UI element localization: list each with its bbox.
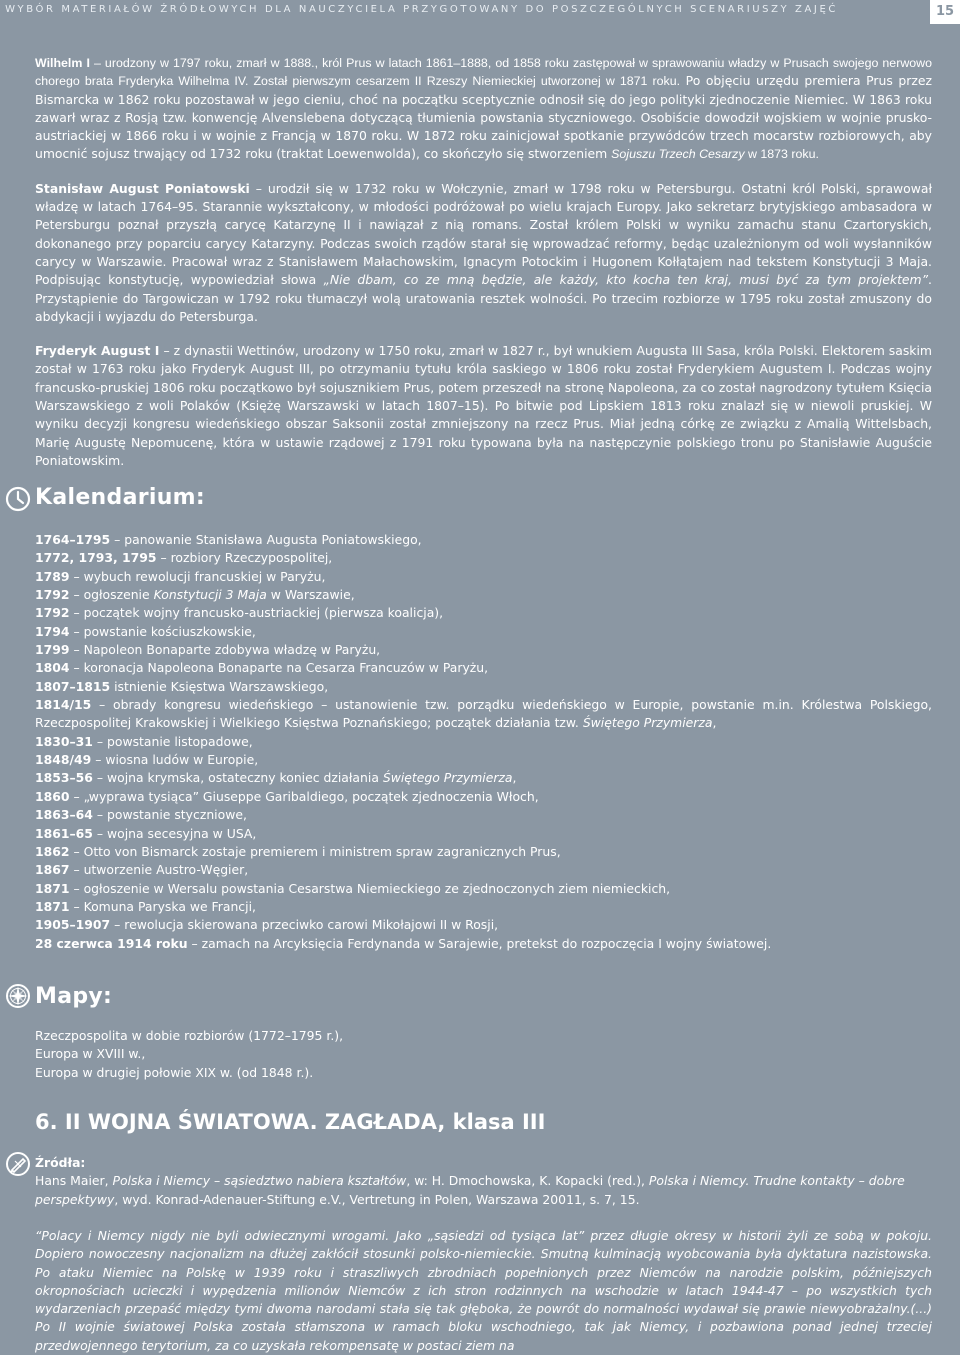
map-item: Rzeczpospolita w dobie rozbiorów (1772–1795 r.),	[35, 1028, 344, 1043]
calendar-text: – zamach na Arcyksięcia Ferdynanda w Sarajewie, pretekst do rozpoczęcia I wojny światowej.	[187, 935, 772, 951]
calendar-text: – wiosna ludów w Europie,	[91, 752, 259, 768]
calendar-date: 1804	[35, 660, 70, 676]
source-entry	[35, 1172, 932, 1209]
calendar-text-after: ,	[512, 770, 517, 786]
calendar-text: – obrady kongresu wiedeńskiego – ustanowienie tzw. porządku wiedeńskiego w Europie, powstanie m.in. Królestwa Polskiego, Rzeczpospolitej Krakowskiej i Wielkiego Księstwa Poznańskiego; początek działania tzw.	[35, 697, 932, 731]
calendar-item	[35, 586, 932, 604]
calendar-item	[35, 623, 932, 641]
calendar-italic: Świętego Przymierza	[582, 715, 713, 731]
calendar-item	[35, 935, 932, 953]
quill-pen-icon	[5, 1151, 31, 1177]
calendar-date: 1764–1795	[35, 532, 111, 547]
calendar-date: 1848/49	[35, 752, 92, 768]
calendar-date: 1853–56	[35, 770, 93, 786]
clock-icon	[5, 486, 31, 512]
bio-name: Wilhelm I	[35, 56, 90, 70]
calendar-text: – powstanie styczniowe,	[92, 807, 247, 823]
calendar-text: – początek wojny francusko-austriackiej (pierwsza koalicja),	[69, 605, 444, 621]
bio-text: Po objęciu urzędu premiera Prus przez Bismarcka w 1862 roku pozostawał w jego cieniu, choć na początku sceptycznie odnosił się do jego polityki zjednoczenie Niemiec. W 1863 roku zawarł wraz z Rosją tzw. konwencję Alvenslebena dotyczącą tłumienia powstania styczniowego. Osobiście dowodził wojskiem w wojnie prusko-austriackiej w 1866 roku i w wojnie z Francją w 1870 roku. W 1872 roku zainicjował spotkanie przywódców trzech mocarstw rozbiorowych, aby umocnić sojusz trwający od 1732 roku (traktat Loewenwolda), co skończyło się stworzeniem	[35, 73, 932, 162]
calendar-item	[35, 733, 932, 751]
calendar-item	[35, 880, 932, 898]
calendar-item	[35, 531, 932, 549]
page-header	[0, 0, 960, 24]
calendar-date: 1792	[35, 605, 70, 621]
calendar-item	[35, 604, 932, 622]
calendar-date: 1862	[35, 843, 70, 859]
calendar-text: – wojna krymska, ostateczny koniec działania	[92, 770, 383, 786]
calendar-text: – utworzenie Austro-Węgier,	[69, 862, 249, 878]
section-6-title: 6. II WOJNA ŚWIATOWA. ZAGŁADA, klasa III	[35, 1110, 546, 1134]
calendar-item	[35, 641, 932, 659]
calendar-item	[35, 751, 932, 769]
calendar-date: 1830–31	[35, 733, 93, 749]
source-quote: “Polacy i Niemcy nigdy nie byli odwiecznymi wrogami. Jako „sąsiedzi od tysiąca lat” przez długie okresy w historii żyli ze sobą w pokoju. Dopiero nowoczesny nacjonalizm na dłużej zakłócił stosunki polsko-niemieckie. Smutną kulminacją wyobcowania była dyktatura nazistowska. Po ataku Niemiec na Polskę w 1939 roku i straszliwych zbrodniach popełnionych przez Niemców na narodzie polskim, późniejszych okropnościach ucieczki i wypędzenia milionów Niemców z ich stron rodzinnych na wschodzie w latach 1944-47 – po wszystkich tych wydarzeniach przepaść między tymi dwoma narodami stała się tak głęboka, że powrót do normalności wydawał się prawie niewyobrażalny.(...) Po II wojnie światowej Polska została stłamszona w ramach bloku wschodniego, tak jak Niemcy, i pozbawiona ponad jednej trzeciej przedwojennego terytorium, za co uzyskała rekompensatę w postaci ziem na	[35, 1228, 932, 1353]
calendar-item	[35, 678, 932, 696]
calendar-item	[35, 659, 932, 677]
source-author: Hans Maier,	[35, 1173, 113, 1189]
calendar-date: 1789	[35, 568, 70, 584]
bio-name: Fryderyk August I	[35, 343, 160, 359]
bio-quote: „Nie dbam, co ze mną będzie, ale każdy, kto kocha ten kraj, musi być za tym projektem”	[323, 272, 929, 288]
calendar-text: – ogłoszenie	[69, 587, 154, 603]
calendar-text: – wojna secesyjna w USA,	[92, 825, 257, 841]
calendar-text: – panowanie Stanisława Augusta Poniatowskiego,	[110, 532, 422, 547]
calendar-date: 1814/15	[35, 697, 92, 713]
calendar-text: – Komuna Paryska we Francji,	[69, 898, 256, 914]
calendar-date: 1807–1815	[35, 678, 111, 694]
calendar-date: 1867	[35, 862, 70, 878]
calendar-text: – koronacja Napoleona Bonaparte na Cesarza Francuzów w Paryżu,	[69, 660, 489, 676]
page-number: 15	[930, 0, 960, 24]
source-title: Polska i Niemcy – sąsiedztwo nabiera kształtów	[112, 1173, 407, 1189]
calendar-text: – Napoleon Bonaparte zdobywa władzę w Paryżu,	[69, 642, 381, 658]
calendar-item	[35, 568, 932, 586]
map-item: Europa w XVIII w.,	[35, 1046, 146, 1062]
bio-fryderyk	[35, 342, 932, 470]
calendar-list	[35, 531, 932, 953]
bio-text: – urodzony w 1797 roku, zmarł w 1888., król Prus w latach 1861–1888, od 1858 roku zastępował w sprawowaniu władzy w Prusach swojego nerwowo chorego brata Fryderyka Wilhelma IV. Został pierwszym cesarzem II Rzeszy Niemieckiej utworzonej w 1871 roku.	[35, 56, 933, 89]
calendar-item	[35, 696, 932, 733]
bio-text: w 1873 roku.	[744, 147, 819, 162]
bio-stanislaw	[35, 180, 932, 326]
calendar-item	[35, 861, 932, 879]
bio-text: – urodził się w 1732 roku w Wołczynie, zmarł w 1798 roku w Petersburgu. Ostatni król Polski, sprawował władzę w latach 1764–95. Starannie wykształcony, w młodości podróżował po wielu krajach Europy. Jako sekretarz brytyjskiego ambasadora w Petersburgu poznał przyszłą carycę Katarzynę II i nawiązał z nią romans. Został królem Polski w wyniku zamachu stanu Czartoryskich, dokonanego przy poparciu carycy Katarzyny. Podczas swoich rządów starał się wprowadzać reformy, będąc uzależnionym od woli wysłanników carycy w Warszawie. Pracował wraz z Stanisławem Małachowskim, Ignacym Potockim i Hugonem Kołłątajem nad tekstem Konstytucji 3 Maja. Podpisując konstytucję, wypowiedział słowa	[35, 180, 932, 288]
calendar-date: 1861–65	[35, 825, 93, 841]
calendar-item	[35, 843, 932, 861]
biographies	[35, 54, 932, 470]
calendar-text: – Otto von Bismarck zostaje premierem i ministrem spraw zagranicznych Prus,	[69, 843, 561, 859]
calendar-text-after: ,	[712, 715, 717, 731]
calendar-text: – „wyprawa tysiąca” Giuseppe Garibaldiego, początek zjednoczenia Włoch,	[69, 788, 539, 804]
calendar-item	[35, 916, 932, 934]
source-book: Polska i Niemcy. Trudne kontakty – dobre perspektywy	[35, 1173, 905, 1207]
header-title: WYBÓR MATERIAŁÓW ŹRÓDŁOWYCH DLA NAUCZYCIELA PRZYGOTOWANY DO POSZCZEGÓLNYCH SCENARIUSZY ZAJĘĆ	[5, 4, 838, 15]
calendar-text: – ogłoszenie w Wersalu powstania Cesarstwa Niemieckiego ze zjednoczonych ziem niemieckich,	[69, 880, 671, 896]
sources	[35, 1154, 932, 1209]
calendar-date: 28 czerwca 1914 roku	[35, 935, 188, 951]
bio-name: Stanisław August Poniatowski	[35, 180, 250, 196]
bio-text: – z dynastii Wettinów, urodzony w 1750 roku, zmarł w 1827 r., był wnukiem Augusta III Sasa, króla Polski. Elektorem saskim został w 1763 roku jako Fryderyk August III, po otrzymaniu tytułu króla saskiego w 1806 roku został Fryderykiem Augustem I. Podczas wojny francusko-pruskiej 1806 roku początkowo był sojusznikiem Prus, potem przeszedł na stronę Napoleona, za co został nagrodzony tytułem Księcia Warszawskiego z woli Polaków (Księżę Warszawski w latach 1807–15). Po bitwie pod Lipskiem 1813 roku znalazł się w niewoli pruskiej. W wyniku decyzji kongresu wiedeńskiego obszar Saksonii został zmniejszony na rzecz Prus. Miał jedną córkę ze związku z Amalią Wittelsbach, Marię Augustę Nepomucenę, która w ustawie rządowej z 1791 roku typowana była na następczynie polskiego tronu po Stanisławie Auguście Poniatowskim.	[35, 343, 932, 468]
bio-wilhelm	[35, 54, 932, 164]
calendar-text: istnienie Księstwa Warszawskiego,	[110, 678, 329, 694]
calendar-text: – powstanie listopadowe,	[92, 733, 253, 749]
source-text: , wyd. Konrad-Adenauer-Stiftung e.V., Vertretung in Polen, Warszawa 20011, s. 7, 15.	[114, 1191, 640, 1207]
calendar-item	[35, 825, 932, 843]
calendar-item	[35, 549, 932, 567]
maps-list	[35, 1027, 932, 1082]
calendar-text: – wybuch rewolucji francuskiej w Paryżu,	[69, 568, 326, 584]
calendar-date: 1860	[35, 788, 70, 804]
calendar-date: 1799	[35, 642, 70, 658]
calendar-text: – powstanie kościuszkowskie,	[69, 623, 256, 639]
calendar-item	[35, 898, 932, 916]
calendar-italic: Świętego Przymierza	[382, 770, 513, 786]
calendar-date: 1772, 1793, 1795	[35, 550, 157, 566]
calendar-date: 1863–64	[35, 807, 93, 823]
calendar-date: 1871	[35, 898, 70, 914]
bio-italic: Sojuszu Trzech Cesarzy	[611, 147, 745, 162]
calendar-item	[35, 769, 932, 787]
calendar-text-after: w Warszawie,	[266, 587, 355, 603]
calendar-item	[35, 806, 932, 824]
map-item: Europa w drugiej połowie XIX w. (od 1848 r.).	[35, 1064, 314, 1080]
bio-text: . Przystąpienie do Targowiczan w 1792 roku tłumaczył wolą uratowania resztek wolności. Po trzecim rozbiorze w 1795 roku został zmuszony do abdykacji i wyjazdu do Petersburga.	[35, 272, 932, 324]
compass-rose-icon	[5, 983, 31, 1009]
sources-label: Źródła:	[35, 1155, 86, 1170]
maps-title: Mapy:	[35, 984, 113, 1009]
calendar-italic: Konstytucji 3 Maja	[153, 587, 267, 603]
calendar-text: – rewolucja skierowana przeciwko carowi Mikołajowi II w Rosji,	[110, 917, 499, 933]
calendar-item	[35, 788, 932, 806]
calendar-title: Kalendarium:	[35, 485, 205, 510]
calendar-text: – rozbiory Rzeczypospolitej,	[156, 550, 333, 566]
source-text: , w: H. Dmochowska, K. Kopacki (red.),	[406, 1173, 649, 1189]
calendar-date: 1905–1907	[35, 917, 111, 933]
calendar-date: 1792	[35, 587, 70, 603]
calendar-date: 1794	[35, 623, 70, 639]
calendar-date: 1871	[35, 880, 70, 896]
